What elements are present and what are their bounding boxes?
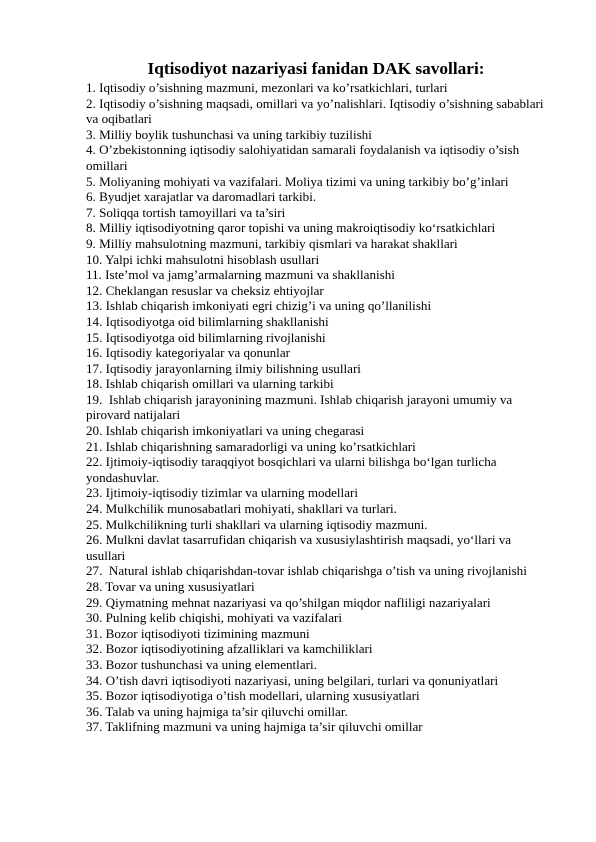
question-item: 7. Soliqqa tortish tamoyillari va ta’siri	[86, 204, 286, 220]
document-title: Iqtisodiyot nazariyasi fanidan DAK savollari:	[147, 59, 485, 78]
question-item: 14. Iqtisodiyotga oid bilimlarning shakllanishi	[86, 313, 329, 329]
question-item: 3. Milliy boylik tushunchasi va uning tarkibiy tuzilishi	[86, 126, 372, 142]
question-list	[86, 80, 546, 735]
question-item: 13. Ishlab chiqarish imkoniyati egri chizig’i va uning qo’llanilishi	[86, 298, 432, 314]
question-item: 35. Bozor iqtisodiyotiga o’tish modellari, ularning xususiyatlari	[86, 688, 420, 704]
question-item: 4. O’zbekistonning iqtisodiy salohiyatidan samarali foydalanish va iqtisodiy o’sish omillari	[86, 142, 523, 173]
question-item: 9. Milliy mahsulotning mazmuni, tarkibiy qismlari va harakat shakllari	[86, 235, 458, 251]
question-item: 15. Iqtisodiyotga oid bilimlarning rivojlanishi	[86, 329, 326, 345]
question-item: 34. O’tish davri iqtisodiyoti nazariyasi, uning belgilari, turlari va qonuniyatlari	[86, 672, 499, 688]
question-item: 6. Byudjet xarajatlar va daromadlari tarkibi.	[86, 189, 317, 205]
question-item: 21. Ishlab chiqarishning samaradorligi va uning ko’rsatkichlari	[86, 438, 416, 454]
question-item: 8. Milliy iqtisodiyotning qaror topishi va uning makroiqtisodiy ko‘rsatkichlari	[86, 220, 496, 236]
question-item: 12. Cheklangan resuslar va cheksiz ehtiyojlar	[86, 282, 324, 298]
question-item: 23. Ijtimoiy-iqtisodiy tizimlar va ularning modellari	[86, 485, 359, 501]
question-item: 2. Iqtisodiy o’sishning maqsadi, omillari va yo’nalishlari. Iqtisodiy o’sishning sabablari va oqibatlari	[86, 95, 547, 127]
question-item: 36. Talab va uning hajmiga ta’sir qiluvchi omillar.	[86, 703, 348, 719]
question-item: 29. Qiymatning mehnat nazariyasi va qo’shilgan miqdor nafliligi nazariyalari	[86, 594, 491, 610]
question-item: 24. Mulkchilik munosabatlari mohiyati, shakllari va turlari.	[86, 501, 397, 517]
question-item: 5. Moliyaning mohiyati va vazifalari. Moliya tizimi va uning tarkibiy bo’g’inlari	[86, 173, 509, 189]
question-item: 22. Ijtimoiy-iqtisodiy taraqqiyot bosqichlari va ularni bilishga bo‘lgan turlicha yondashuvlar.	[86, 454, 500, 485]
question-item: 37. Taklifning mazmuni va uning hajmiga ta’sir qiluvchi omillar	[86, 719, 423, 735]
question-item: 10. Yalpi ichki mahsulotni hisoblash usullari	[86, 251, 320, 267]
question-item: 19. Ishlab chiqarish jarayonining mazmuni. Ishlab chiqarish jarayoni umumiy va pirovard natijalari	[86, 391, 516, 423]
question-item: 30. Pulning kelib chiqishi, mohiyati va vazifalari	[86, 610, 343, 626]
question-item: 32. Bozor iqtisodiyotining afzalliklari va kamchiliklari	[86, 641, 373, 657]
question-item: 26. Mulkni davlat tasarrufidan chiqarish va xususiylashtirish maqsadi, yo‘llari va usullari	[86, 532, 515, 563]
question-item: 18. Ishlab chiqarish omillari va ularning tarkibi	[86, 376, 334, 392]
question-item: 11. Iste’mol va jamg’armalarning mazmuni va shakllanishi	[86, 267, 395, 283]
question-item: 28. Tovar va uning xususiyatlari	[86, 579, 255, 594]
question-item: 17. Iqtisodiy jarayonlarning ilmiy bilishning usullari	[86, 360, 361, 376]
question-item: 33. Bozor tushunchasi va uning elementlari.	[86, 656, 317, 672]
question-item: 16. Iqtisodiy kategoriyalar va qonunlar	[86, 345, 290, 361]
question-item: 27. Natural ishlab chiqarishdan-tovar ishlab chiqarishga o’tish va uning rivojlanishi	[86, 563, 527, 579]
question-item: 25. Mulkchilikning turli shakllari va ularning iqtisodiy mazmuni.	[86, 516, 428, 532]
question-item: 1. Iqtisodiy o’sishning mazmuni, mezonlari va ko’rsatkichlari, turlari	[86, 80, 448, 95]
question-item: 20. Ishlab chiqarish imkoniyatlari va uning chegarasi	[86, 423, 365, 439]
question-item: 31. Bozor iqtisodiyoti tizimining mazmuni	[86, 625, 310, 641]
